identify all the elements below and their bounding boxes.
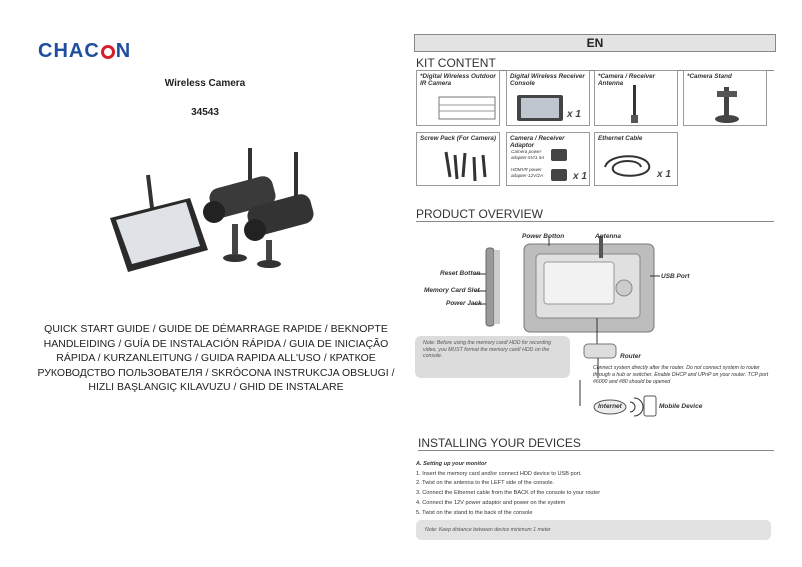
install-step: 1. Insert the memory card and/or connect HDD device to USB port. bbox=[416, 470, 582, 477]
kit-item-ethernet-cable: Ethernet Cable x 1 bbox=[594, 132, 678, 186]
kit-item-screw-pack: Screw Pack (For Camera) bbox=[416, 132, 500, 186]
install-step: 5. Twist on the stand to the back of the console bbox=[416, 509, 533, 516]
internet-label: Internet bbox=[598, 403, 622, 410]
kit-content-heading: KIT CONTENT bbox=[416, 56, 774, 71]
guide-title-line: HIZLI BAŞLANGIÇ KILAVUZU / GHID DE INSTALARE bbox=[88, 381, 344, 393]
router-label: Router bbox=[620, 353, 641, 360]
product-photo bbox=[100, 140, 330, 280]
product-code: 34543 bbox=[191, 107, 219, 118]
antenna-label: Antenna bbox=[595, 233, 621, 240]
product-name: Wireless Camera bbox=[164, 78, 246, 89]
guide-title-line: РУКОВОДСТВО ПОЛЬЗОВАТЕЛЯ / SKRÓCONA INSTRUKCJA OBSŁUGI / bbox=[37, 366, 395, 379]
install-step: 3. Connect the Ethernet cable from the BACK of the console to your router bbox=[416, 490, 601, 497]
install-subtitle: A. Setting up your monitor bbox=[416, 461, 487, 467]
kit-item-camera: *Digital Wireless Outdoor IR Camera bbox=[416, 70, 500, 126]
quick-start-guide-titles bbox=[36, 322, 396, 395]
mobile-device-label: Mobile Device bbox=[659, 403, 703, 410]
guide-title-line: RÁPIDA / KURZANLEITUNG / GUIDA RAPIDA ALL'USO / КРАТКОЕ bbox=[56, 352, 376, 364]
guide-title-line: QUICK START GUIDE / GUIDE DE DÉMARRAGE RAPIDE / BEKNOPTE bbox=[44, 323, 388, 335]
usb-port-label: USB Port bbox=[661, 273, 690, 280]
kit-item-adaptor: Camera / Receiver Adaptor Camera power adapter-5V/1.5A HDMVR power adapter-12V/2A x 1 bbox=[506, 132, 590, 186]
kit-item-stand: *Camera Stand bbox=[683, 70, 767, 126]
install-step: 2. Twist on the antenna to the LEFT side of the console. bbox=[416, 480, 555, 487]
reset-button-label: Reset Botton bbox=[440, 270, 481, 277]
memory-card-slot-label: Memory Card Slot bbox=[424, 287, 480, 294]
install-steps bbox=[416, 460, 776, 518]
install-step: 4. Connect the 12V power adaptor and power on the system bbox=[416, 499, 566, 506]
kit-item-console: Digital Wireless Receiver Console x 1 bbox=[506, 70, 590, 126]
router-connection-note: Connect system directly after the router. Do not connect system to router through a hub or switcher. Enable DHCP and UPnP on your router. TCP port #6000 and #80 should be opened bbox=[593, 365, 769, 385]
memory-card-note: Note: Before using the memory card/ HDD for recording video, you MUST format the memory card/ HDD on the console. bbox=[423, 340, 552, 359]
installing-heading: INSTALLING YOUR DEVICES bbox=[418, 436, 774, 451]
guide-title-line: HANDLEIDING / GUÍA DE INSTALACIÓN RÁPIDA / GUIA DE INICIAÇÃO bbox=[43, 337, 389, 350]
chacon-logo: CHAC N bbox=[38, 40, 132, 62]
distance-note: Note: Keep distance between device minimum 1 meter bbox=[425, 527, 551, 533]
power-button-label: Power Botton bbox=[522, 233, 565, 240]
product-overview-heading: PRODUCT OVERVIEW bbox=[416, 207, 774, 222]
power-jack-label: Power Jack bbox=[446, 300, 482, 307]
kit-item-antenna: *Camera / Receiver Antenna bbox=[594, 70, 678, 126]
language-header: EN bbox=[414, 34, 776, 52]
